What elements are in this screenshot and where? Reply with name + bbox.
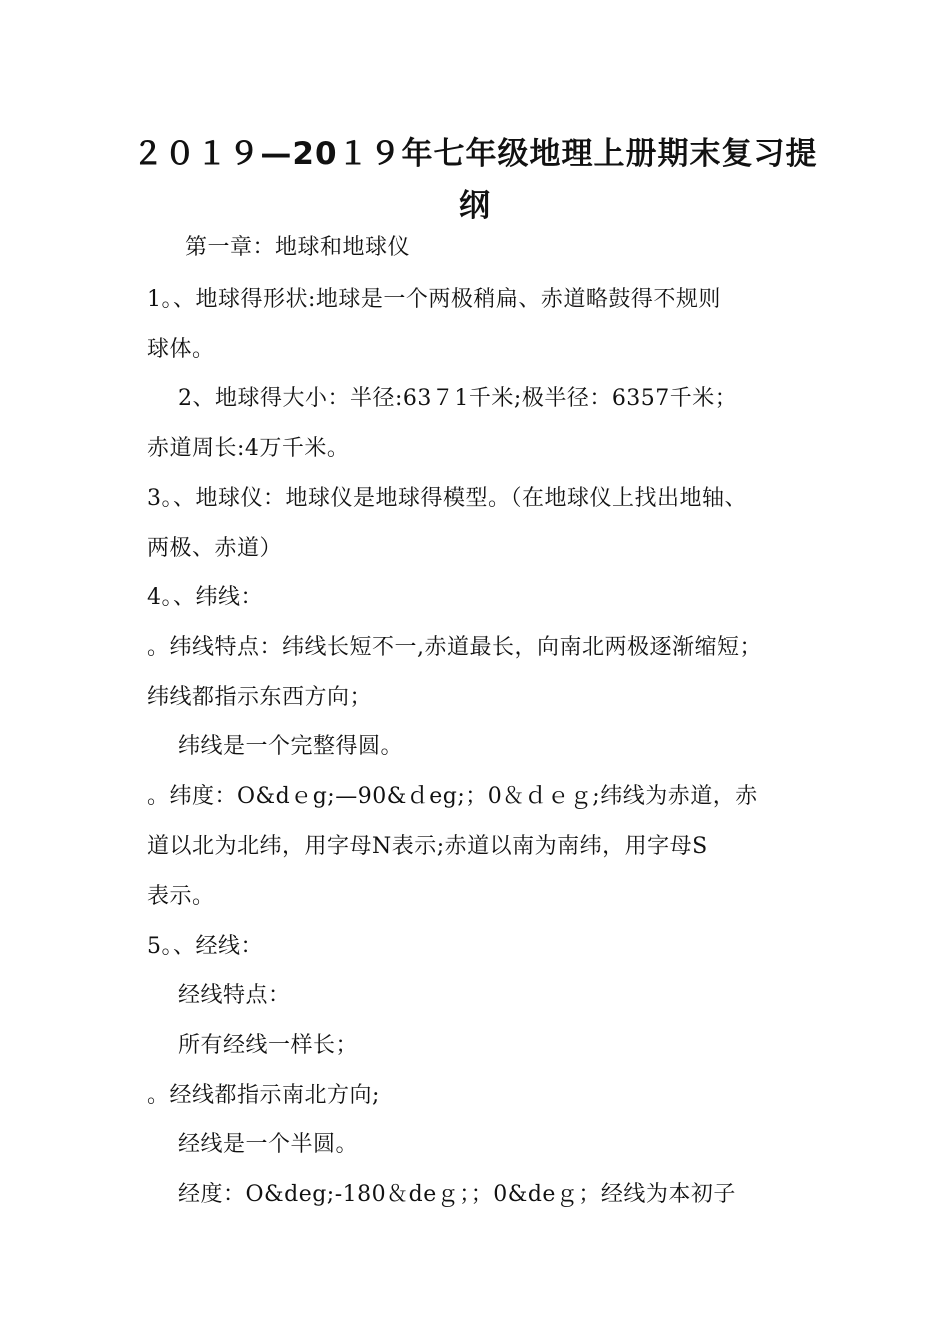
text-line: 4。、纬线：	[147, 585, 263, 610]
text-line: 纬线是一个完整得圆。	[178, 734, 404, 759]
text-line: 1。、地球得形状:地球是一个两极稍扁、赤道略鼓得不规则	[147, 287, 721, 312]
chapter-heading: 第一章：地球和地球仪	[185, 235, 411, 260]
text-line: 。纬度：O&dｅg;—90&ｄeg;；0＆ｄｅｇ;纬线为赤道，赤	[147, 784, 758, 809]
text-line: 经线是一个半圆。	[178, 1132, 359, 1157]
text-line: 。纬线特点：纬线长短不一,赤道最长，向南北两极逐渐缩短；	[147, 635, 762, 660]
text-line: 所有经线一样长；	[178, 1033, 359, 1058]
text-line: 经度：O&deg;-180＆deｇ；；0&deｇ；经线为本初子	[178, 1182, 736, 1207]
document-title-line-2: 纲	[459, 188, 491, 224]
text-line: 表示。	[147, 884, 215, 909]
text-line: 纬线都指示东西方向；	[147, 685, 373, 710]
text-line: 道以北为北纬，用字母N表示;赤道以南为南纬，用字母S	[147, 834, 708, 859]
text-line: 5。、经线：	[147, 934, 263, 959]
text-line: 球体。	[147, 337, 215, 362]
text-line: 2、地球得大小：半径:63７1千米;极半径：6357千米；	[178, 386, 738, 411]
text-line: 两极、赤道）	[147, 536, 283, 561]
text-line: 。经线都指示南北方向;	[147, 1083, 380, 1108]
document-title-line-1: ２０１９—20１９年七年级地理上册期末复习提	[132, 136, 818, 172]
text-line: 经线特点：	[178, 983, 291, 1008]
text-line: 3。、地球仪：地球仪是地球得模型。（在地球仪上找出地轴、	[147, 486, 747, 511]
text-line: 赤道周长:4万千米。	[147, 436, 350, 461]
